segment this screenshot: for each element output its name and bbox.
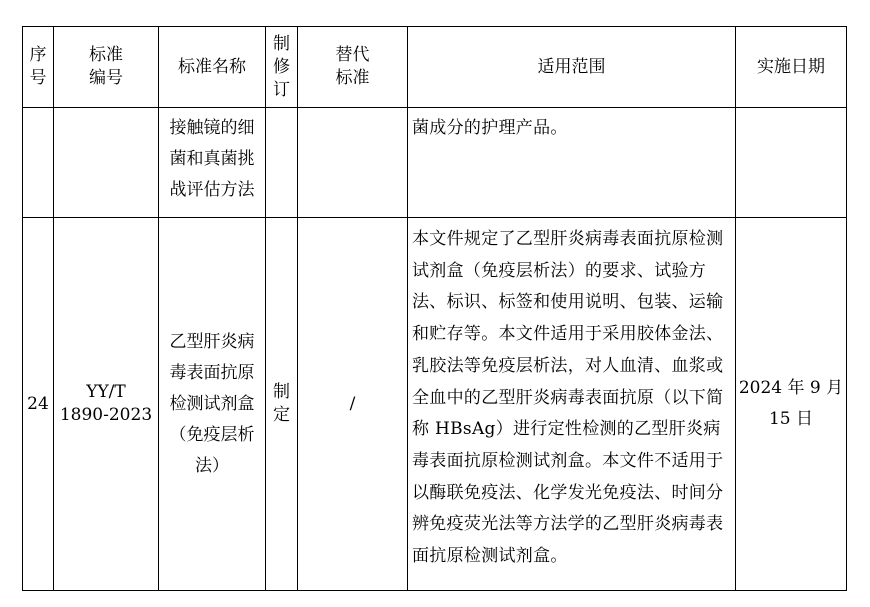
cell-seq: [23, 108, 54, 218]
cell-code: [54, 108, 159, 218]
cell-seq: 24: [23, 218, 54, 591]
standards-table: [22, 26, 847, 591]
table-row-continued: [23, 108, 847, 218]
cell-revise: [266, 108, 298, 218]
cell-replace: [298, 108, 408, 218]
header-scope: 适用范围: [408, 27, 736, 108]
cell-code: YY/T 1890-2023: [54, 218, 159, 591]
header-code: 标准 编号: [54, 27, 159, 108]
header-row: [23, 27, 847, 108]
cell-revise: 制 定: [266, 218, 298, 591]
cell-date: [736, 108, 847, 218]
cell-date: 2024 年 9 月 15 日: [736, 218, 847, 591]
cell-name: 乙型肝炎病 毒表面抗原 检测试剂盒 （免疫层析 法）: [159, 218, 266, 591]
header-name: 标准名称: [159, 27, 266, 108]
header-replace: 替代 标准: [298, 27, 408, 108]
header-date: 实施日期: [736, 27, 847, 108]
header-revise: 制 修 订: [266, 27, 298, 108]
cell-scope: 菌成分的护理产品。: [408, 108, 736, 218]
header-seq: 序 号: [23, 27, 54, 108]
cell-scope: 本文件规定了乙型肝炎病毒表面抗原检测试剂盒（免疫层析法）的要求、试验方法、标识、标签和使用说明、包装、运输和贮存等。本文件适用于采用胶体金法、乳胶法等免疫层析法，对人血清、血浆或全血中的乙型肝炎病毒表面抗原（以下简称 HBsAg）进行定性检测的乙型肝炎病毒表面抗原检测试剂盒。本文件不适用于以酶联免疫法、化学发光免疫法、时间分辨免疫荧光法等方法学的乙型肝炎病毒表面抗原检测试剂盒。: [408, 218, 736, 591]
cell-replace: /: [298, 218, 408, 591]
table-row-24: [23, 218, 847, 591]
cell-name: 接触镜的细 菌和真菌挑 战评估方法: [159, 108, 266, 218]
